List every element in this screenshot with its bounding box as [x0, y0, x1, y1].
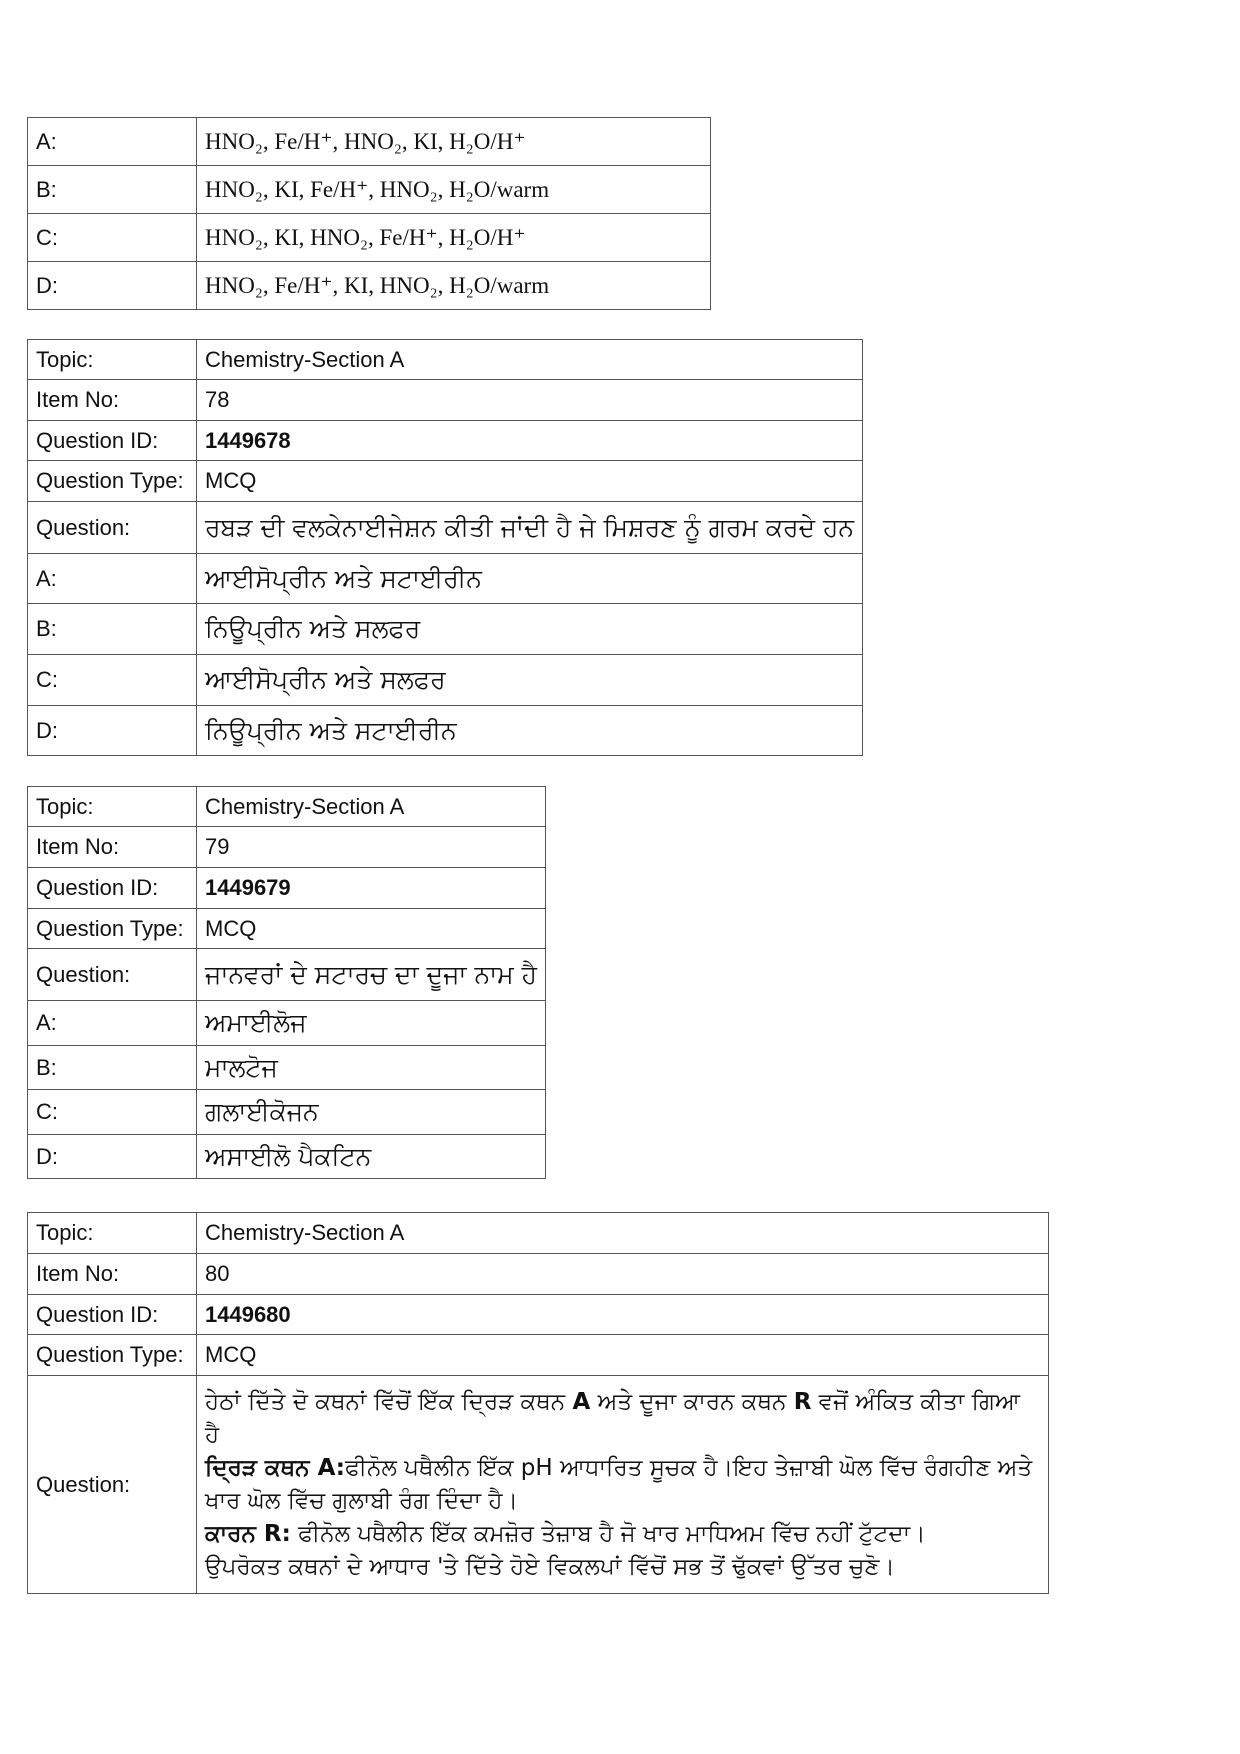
- question-id-row: [28, 868, 546, 909]
- option-text: ਅਮਾਈਲੋਜ: [197, 1001, 546, 1046]
- question-row: [28, 1376, 1049, 1594]
- item-value: 78: [197, 380, 863, 421]
- question-label: Question:: [28, 949, 197, 1001]
- question-row: [28, 502, 863, 554]
- assertion-letter: A: [572, 1388, 591, 1415]
- option-row-c: [28, 214, 711, 262]
- option-text: ਅਸਾਈਲੋ ਪੈਕਟਿਨ: [197, 1135, 546, 1179]
- topic-row: [28, 1213, 1049, 1254]
- item-label: Item No:: [28, 380, 197, 421]
- assertion-statement: [205, 1452, 1040, 1518]
- option-label: D:: [28, 262, 197, 310]
- question-text: [197, 1376, 1049, 1594]
- option-text: HNO₂, KI, HNO₂, Fe/H⁺, H₂O/H⁺: [197, 214, 711, 262]
- question-type-row: [28, 909, 546, 949]
- option-text: ਗਲਾਈਕੋਜਨ: [197, 1090, 546, 1135]
- option-label: A:: [28, 554, 197, 604]
- topic-label: Topic:: [28, 340, 197, 380]
- option-label: A:: [28, 1001, 197, 1046]
- option-row-b: [28, 166, 711, 214]
- question-text: ਰਬੜ ਦੀ ਵਲਕੇਨਾਈਜੇਸ਼ਨ ਕੀਤੀ ਜਾਂਦੀ ਹੈ ਜੇ ਮਿਸ਼ਰਣ ਨੂੰ ਗਰਮ ਕਰਦੇ ਹਨ: [197, 502, 863, 554]
- option-label: C:: [28, 1090, 197, 1135]
- option-text: HNO₂, Fe/H⁺, HNO₂, KI, H₂O/H⁺: [197, 118, 711, 166]
- option-text: ਆਈਸੋਪ੍ਰੀਨ ਅਤੇ ਸਲਫਰ: [197, 655, 863, 706]
- topic-label: Topic:: [28, 1213, 197, 1254]
- question-text: ਜਾਨਵਰਾਂ ਦੇ ਸਟਾਰਚ ਦਾ ਦੂਜਾ ਨਾਮ ਹੈ: [197, 949, 546, 1001]
- question-78-table: [27, 339, 863, 756]
- item-label: Item No:: [28, 1254, 197, 1295]
- topic-label: Topic:: [28, 787, 197, 827]
- option-row-b: [28, 1046, 546, 1090]
- option-label: C:: [28, 214, 197, 262]
- option-row-c: [28, 1090, 546, 1135]
- option-label: B:: [28, 604, 197, 655]
- reason-letter: R: [793, 1388, 812, 1415]
- option-label: B:: [28, 1046, 197, 1090]
- item-row: [28, 380, 863, 421]
- intro-part-2: ਅਤੇ ਦੂਜਾ ਕਾਰਨ ਕਥਨ: [597, 1388, 787, 1415]
- reason-label: ਕਾਰਨ R:: [205, 1520, 291, 1547]
- question-id-label: Question ID:: [28, 1295, 197, 1335]
- question-type-value: MCQ: [197, 461, 863, 502]
- question-80-table: [27, 1212, 1049, 1594]
- question-77-options-table: [27, 117, 711, 310]
- option-text: ਨਿਊਪ੍ਰੀਨ ਅਤੇ ਸਲਫਰ: [197, 604, 863, 655]
- question-id-row: [28, 421, 863, 461]
- question-id-label: Question ID:: [28, 421, 197, 461]
- option-row-c: [28, 655, 863, 706]
- item-row: [28, 1254, 1049, 1295]
- question-type-label: Question Type:: [28, 1335, 197, 1376]
- assertion-label: ਦ੍ਰਿੜ ਕਥਨ A:: [205, 1454, 345, 1481]
- option-row-d: [28, 706, 863, 756]
- option-row-b: [28, 604, 863, 655]
- option-text: ਮਾਲਟੋਜ: [197, 1046, 546, 1090]
- question-id-value: 1449678: [197, 421, 863, 461]
- option-row-d: [28, 262, 711, 310]
- option-row-a: [28, 554, 863, 604]
- option-label: C:: [28, 655, 197, 706]
- item-value: 79: [197, 827, 546, 868]
- option-text: ਨਿਊਪ੍ਰੀਨ ਅਤੇ ਸਟਾਈਰੀਨ: [197, 706, 863, 756]
- question-intro: [205, 1386, 1040, 1452]
- option-row-d: [28, 1135, 546, 1179]
- question-type-row: [28, 461, 863, 502]
- question-79-table: [27, 786, 546, 1179]
- option-text: HNO₂, KI, Fe/H⁺, HNO₂, H₂O/warm: [197, 166, 711, 214]
- reason-text: ਫੀਨੋਲ ਪਥੈਲੀਨ ਇੱਕ ਕਮਜ਼ੋਰ ਤੇਜ਼ਾਬ ਹੈ ਜੋ ਖਾਰ ਮਾਧਿਅਮ ਵਿੱਚ ਨਹੀਂ ਟੁੱਟਦਾ।: [290, 1520, 926, 1547]
- item-label: Item No:: [28, 827, 197, 868]
- question-label: Question:: [28, 502, 197, 554]
- topic-row: [28, 340, 863, 380]
- question-id-value: 1449680: [197, 1295, 1049, 1335]
- question-type-value: MCQ: [197, 909, 546, 949]
- topic-row: [28, 787, 546, 827]
- question-label: Question:: [28, 1376, 197, 1594]
- question-type-label: Question Type:: [28, 461, 197, 502]
- question-type-row: [28, 1335, 1049, 1376]
- question-instruction: ਉਪਰੋਕਤ ਕਥਨਾਂ ਦੇ ਆਧਾਰ 'ਤੇ ਦਿੱਤੇ ਹੋਏ ਵਿਕਲਪਾਂ ਵਿੱਚੋਂ ਸਭ ਤੋਂ ਢੁੱਕਵਾਂ ਉੱਤਰ ਚੁਣੋ।: [205, 1553, 895, 1580]
- question-id-value: 1449679: [197, 868, 546, 909]
- question-id-label: Question ID:: [28, 868, 197, 909]
- option-label: A:: [28, 118, 197, 166]
- reason-statement: [205, 1518, 1040, 1551]
- option-row-a: [28, 1001, 546, 1046]
- option-label: D:: [28, 1135, 197, 1179]
- option-label: B:: [28, 166, 197, 214]
- assertion-text: ਫੀਨੋਲ ਪਥੈਲੀਨ ਇੱਕ pH ਆਧਾਰਿਤ ਸੂਚਕ ਹੈ।ਇਹ ਤੇਜ਼ਾਬੀ ਘੋਲ ਵਿੱਚ ਰੰਗਹੀਣ ਅਤੇ ਖਾਰ ਘੋਲ ਵਿੱਚ ਗੁਲਾਬੀ ਰੰਗ ਦਿੰਦਾ ਹੈ।: [205, 1454, 1033, 1514]
- question-id-row: [28, 1295, 1049, 1335]
- intro-part-1: ਹੇਠਾਂ ਦਿੱਤੇ ਦੋ ਕਥਨਾਂ ਵਿੱਚੋਂ ਇੱਕ ਦ੍ਰਿੜ ਕਥਨ: [205, 1388, 566, 1415]
- question-type-label: Question Type:: [28, 909, 197, 949]
- question-type-value: MCQ: [197, 1335, 1049, 1376]
- option-label: D:: [28, 706, 197, 756]
- item-value: 80: [197, 1254, 1049, 1295]
- topic-value: Chemistry-Section A: [197, 1213, 1049, 1254]
- question-row: [28, 949, 546, 1001]
- topic-value: Chemistry-Section A: [197, 340, 863, 380]
- option-row-a: [28, 118, 711, 166]
- item-row: [28, 827, 546, 868]
- option-text: HNO₂, Fe/H⁺, KI, HNO₂, H₂O/warm: [197, 262, 711, 310]
- topic-value: Chemistry-Section A: [197, 787, 546, 827]
- option-text: ਆਈਸੋਪ੍ਰੀਨ ਅਤੇ ਸਟਾਈਰੀਨ: [197, 554, 863, 604]
- intro-part-3: ਵਜੋਂ ਅੰਕਿਤ ਕੀਤਾ ਗਿਆ ਹੈ: [205, 1388, 1021, 1448]
